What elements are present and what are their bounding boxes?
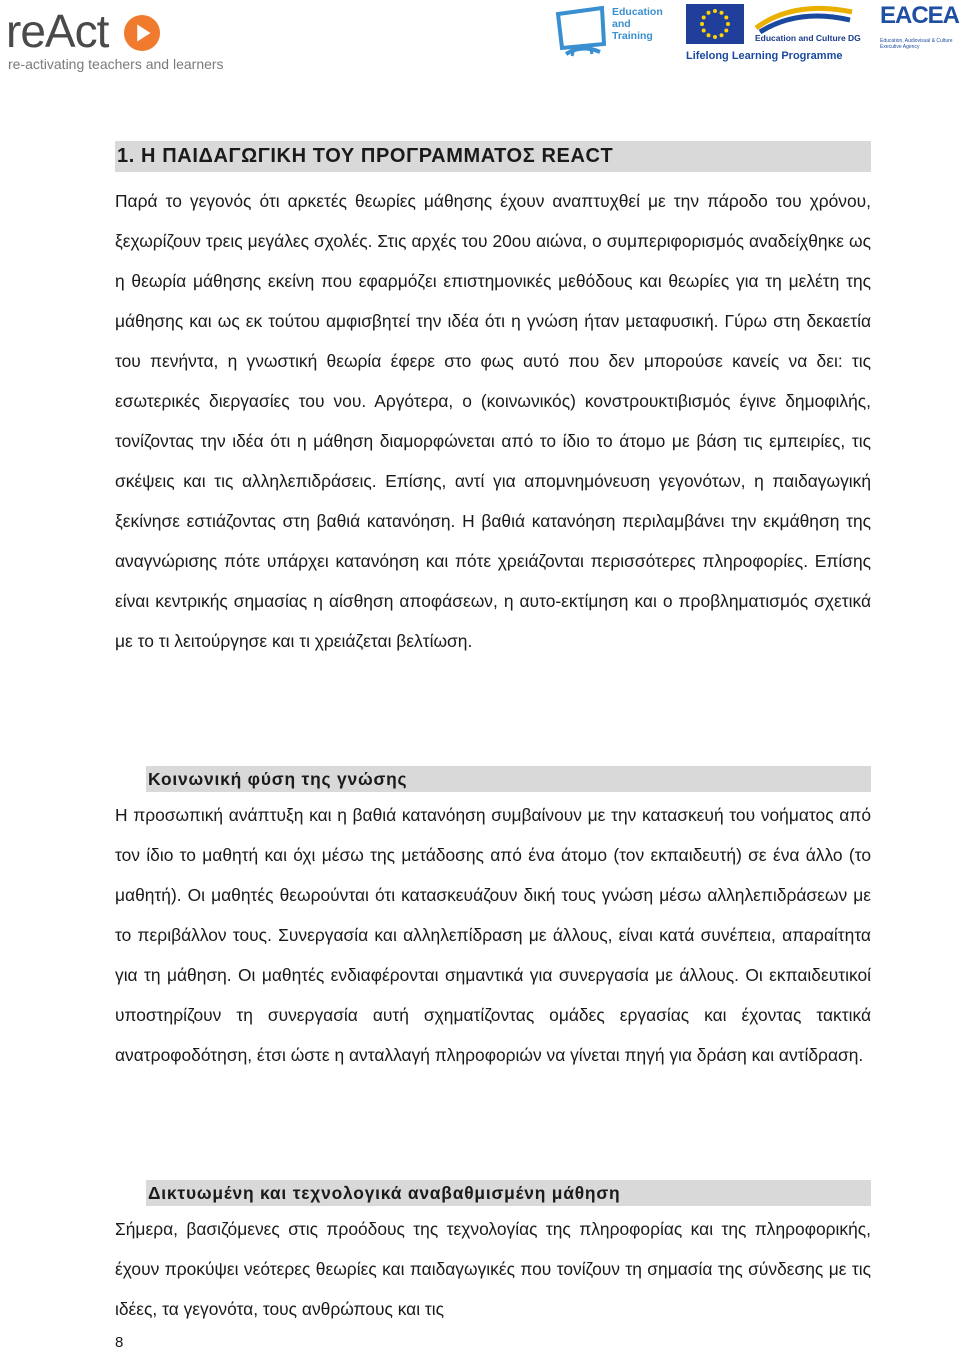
react-logo [6,6,246,72]
monitor-icon [552,4,614,66]
eacea-logo-name: EACEA [880,2,960,29]
lifelong-learning-programme: Lifelong Learning Programme [686,50,843,62]
section-heading: 1. Η ΠΑΙΔΑΓΩΓΙΚΗ ΤΟΥ ΠΡΟΓΡΑΜΜΑΤΟΣ REACT [115,141,871,172]
paragraph-social-nature: Η προσωπική ανάπτυξη και η βαθιά κατανόηση συμβαίνουν με την κατασκευή του νοήματος από τον ίδιο το μαθητή και όχι μέσω της μετάδοσης από ένα άτομο (τον εκπαιδευτή) σε ένα άλλο (το μαθητή). Οι μαθητές θεωρούνται ότι κατασκευάζουν δική τους γνώση μέσω αλληλεπιδράσεων με το περιβάλλον τους. Συνεργασία και αλληλεπίδραση με άλλους, είναι κατά συνέπεια, απαραίτητα για τη μάθηση. Οι μαθητές ενδιαφέρονται σημαντικά για συνεργασία με άλλους. Οι εκπαιδευτικοί υποστηρίζουν τη συνεργασία αυτή σχηματίζοντας ομάδες εργασίας και έχοντας τακτικά ανατροφοδότηση, έτσι ώστε η ανταλλαγή πληροφοριών να γίνεται πηγή για δράση και αντίδραση. [115,805,871,1065]
react-logo-word: reAct [6,5,109,57]
page-number: 8 [115,1334,124,1351]
paragraph-intro: Παρά το γεγονός ότι αρκετές θεωρίες μάθησης έχουν αναπτυχθεί με την πάροδο του χρόνου, ξεχωρίζουν τρεις μεγάλες σχολές. Στις αρχές του 20ου αιώνα, ο συμπεριφορισμός αναδείχθηκε ως η θεωρία μάθησης εκείνη που εφαρμόζει επιστημονικές μεθόδους και θεωρίες για τη μελέτη της μάθησης και ως εκ τούτου αμφισβητεί την ιδέα ότι η γνώση ήταν μεταφυσική. Γύρω στη δεκαετία του πενήντα, η γνωστική θεωρία έφερε στο φως αυτό που δεν μπορούσε κανείς να δει: τις εσωτερικές διεργασίες του νου. Αργότερα, ο (κοινωνικός) κονστρουκτιβισμός έγινε δημοφιλής, τονίζοντας την ιδέα ότι η μάθηση διαμορφώνεται από το ίδιο το άτομο με βάση τις εμπειρίες, τις σκέψεις και τις αλληλεπιδράσεις. Επίσης, αντί για απομνημόνευση γεγονότων, η παιδαγωγική ξεκίνησε εστιάζοντας στη βαθιά κατανόηση. Η βαθιά κατανόηση περιλαμβάνει την εκμάθηση της αναγνώρισης πότε υπάρχει κατανόηση και πότε χρειάζονται περισσότερες πληροφορίες. Επίσης είναι κεντρικής σημασίας η αίσθηση αποφάσεων, η αυτο-εκτίμηση και ο προβληματισμός σχετικά με το τι λειτούργησε και τι χρειάζεται βελτίωση. [115,191,871,651]
eu-flag-icon [686,4,744,44]
eu-llp-logo [686,4,861,66]
eacea-logo-sub: Education, Audiovisual & Culture Executive Agency [880,38,953,50]
subheading-networked-learning: Δικτυωμένη και τεχνολογικά αναβαθμισμένη μάθηση [146,1180,871,1206]
react-logo-tagline: re-activating teachers and learners [8,56,224,72]
education-training-logo [552,4,662,66]
eacea-logo [880,2,958,62]
swoosh-icon [754,4,854,34]
subheading-social-nature: Κοινωνική φύση της γνώσης [146,766,871,792]
play-icon [123,14,161,52]
paragraph-networked-learning: Σήμερα, βασιζόμενες στις προόδους της τεχνολογίας της πληροφορίας και της πληροφορικής, έχουν προκύψει νεότερες θεωρίες και παιδαγωγικές που τονίζουν τη σημασία της σύνδεσης με τις ιδέες, τα γεγονότα, τους ανθρώπους και τις [115,1219,871,1319]
education-training-label: Education and Training [612,6,663,42]
education-culture-dg: Education and Culture DG [755,33,861,43]
